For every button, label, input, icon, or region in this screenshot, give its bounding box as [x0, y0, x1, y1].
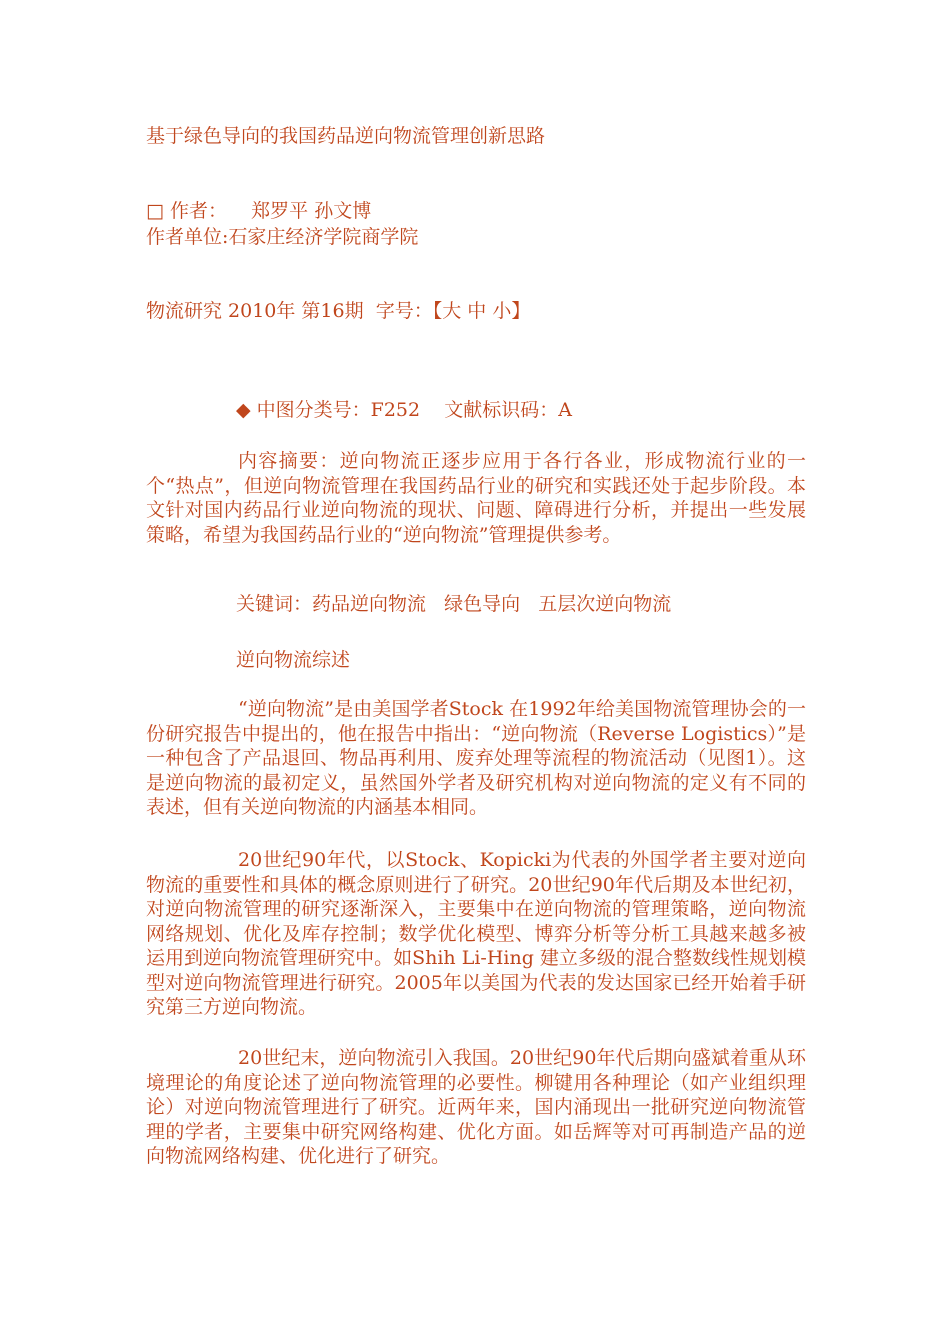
- font-size-small-link[interactable]: 小: [492, 300, 512, 322]
- font-size-open-bracket: 【: [432, 300, 443, 322]
- font-size-medium-link[interactable]: 中: [467, 300, 487, 322]
- abstract: 内容摘要：逆向物流正逐步应用于各行各业，形成物流行业的一个“热点”，但逆向物流管理在我国药品行业的研究和实践还处于起步阶段。本文针对国内药品行业逆向物流的现状、问题、障碍进行分析，并提出一些发展策略，希望为我国药品行业的“逆向物流”管理提供参考。: [146, 450, 806, 546]
- classification-line: [236, 398, 572, 422]
- journal-info: [146, 299, 530, 323]
- body-paragraph-1: “逆向物流”是由美国学者Stock 在1992年给美国物流管理协会的一份研究报告中提出的，他在报告中指出：“逆向物流（Reverse Logistics）”是一种包含了产品退回、物品再利用、废弃处理等流程的物流活动（见图1）。这是逆向物流的最初定义，虽然国外学者及研究机构对逆向物流的定义有不同的表述，但有关逆向物流的内涵基本相同。: [146, 698, 806, 818]
- section-title: 逆向物流综述: [236, 649, 351, 671]
- keywords: 关键词：药品逆向物流 绿色导向 五层次逆向物流: [236, 593, 672, 615]
- journal-issue: 物流研究 2010年 第16期 字号：: [146, 300, 433, 322]
- font-size-close-bracket: 】: [511, 300, 531, 322]
- body-paragraph-2: 20世纪90年代，以Stock、Kopicki为代表的外国学者主要对逆向物流的重要性和具体的概念原则进行了研究。20世纪90年代后期及本世纪初，对逆向物流管理的研究逐渐深入，主要集中在逆向物流的管理策略，逆向物流网络规划、优化及库存控制；数学优化模型、博弈分析等分析工具越来越多被运用到逆向物流管理研究中。如Shih Li-Hing 建立多级的混合整数线性规划模型对逆向物流管理进行研究。2005年以美国为代表的发达国家已经开始着手研究第三方逆向物流。: [146, 849, 806, 1018]
- font-size-large-link[interactable]: 大: [442, 300, 462, 322]
- diamond-bullet-icon: ◆: [236, 399, 251, 421]
- classification-codes: 中图分类号：F252 文献标识码：A: [250, 399, 572, 421]
- author-affiliation: 作者单位:石家庄经济学院商学院: [146, 226, 419, 248]
- article-title: 基于绿色导向的我国药品逆向物流管理创新思路: [146, 125, 546, 147]
- body-paragraph-3: 20世纪末，逆向物流引入我国。20世纪90年代后期向盛斌着重从环境理论的角度论述了逆向物流管理的必要性。柳键用各种理论（如产业组织理论）对逆向物流管理进行了研究。近两年来，国内涌现出一批研究逆向物流管理的学者，主要集中研究网络构建、优化方面。如岳辉等对可再制造产品的逆向物流网络构建、优化进行了研究。: [146, 1047, 806, 1167]
- authors-line: □ 作者： 郑罗平 孙文博: [146, 200, 372, 222]
